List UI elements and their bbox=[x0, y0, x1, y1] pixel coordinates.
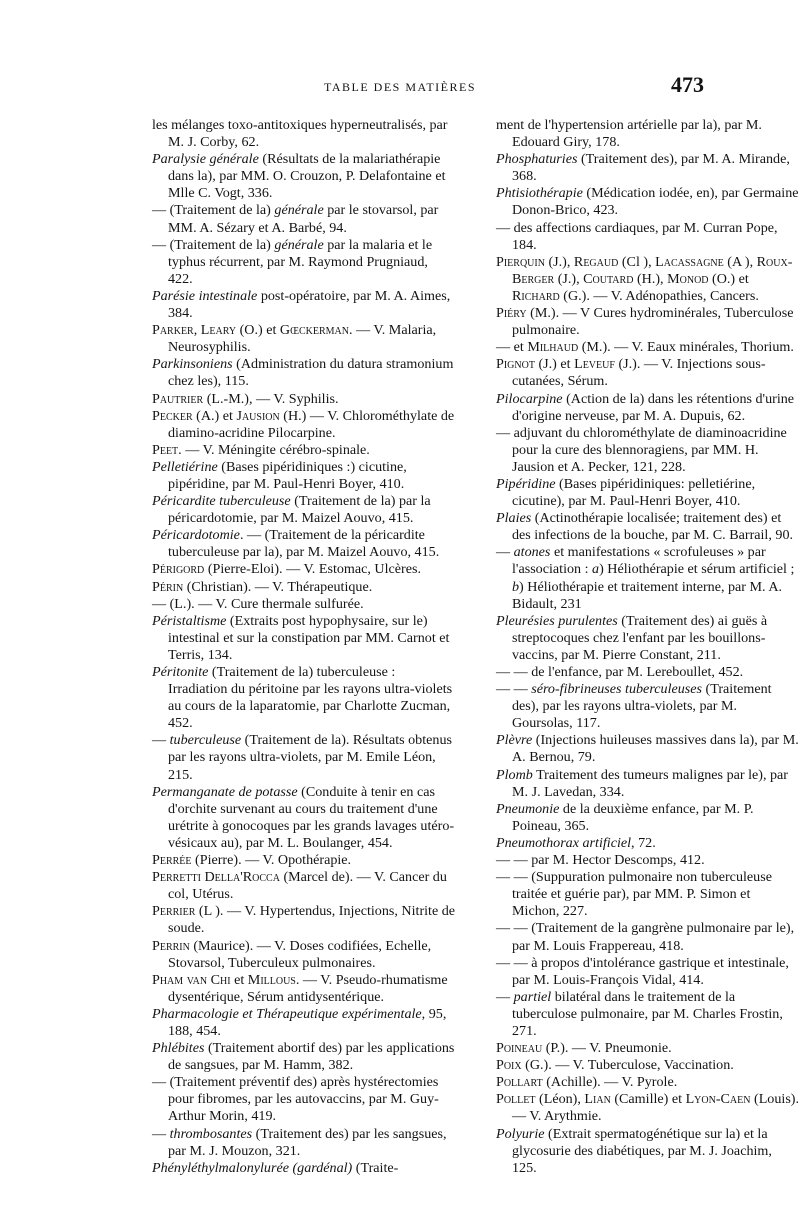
entry-italic-text: Plomb bbox=[496, 766, 533, 783]
index-entry bbox=[496, 613, 800, 664]
entry-italic-text: atones bbox=[513, 544, 551, 561]
entry-author-name: Gœckerman bbox=[279, 322, 349, 339]
entry-text: (Action de la) dans les rétentions d'urine d'origine nerveuse, par M. A. Dupuis, 62. bbox=[512, 390, 795, 424]
entry-italic-text: Pipéridine bbox=[496, 475, 556, 492]
index-entry bbox=[152, 613, 456, 664]
entry-text: (Traitement abortif des) par les applications de sangsues, par M. Hamm, 382. bbox=[168, 1040, 455, 1074]
entry-author-name: Pautrier bbox=[152, 390, 204, 407]
index-entry bbox=[152, 288, 456, 322]
index-entry bbox=[496, 989, 800, 1040]
entry-text: — des affections cardiaques, par M. Curran Pope, 184. bbox=[496, 219, 778, 253]
index-entry bbox=[152, 664, 456, 732]
entry-author-name: Poix bbox=[496, 1057, 522, 1074]
index-entry bbox=[496, 732, 800, 766]
entry-author-name: Piéry bbox=[496, 305, 527, 322]
index-entry bbox=[152, 459, 456, 493]
entry-text: — bbox=[496, 544, 514, 561]
entry-author-name: Pollart bbox=[496, 1074, 543, 1091]
entry-italic-text: Plaies bbox=[496, 510, 532, 527]
entry-author-name: Perrier bbox=[152, 903, 196, 920]
index-entry bbox=[152, 784, 456, 852]
index-entry bbox=[152, 938, 456, 972]
entry-author-name: Peet bbox=[152, 441, 179, 458]
entry-text: (Pierre-Eloi). — V. Estomac, Ulcères. bbox=[204, 561, 421, 578]
entry-text: — bbox=[152, 732, 170, 749]
entry-italic-text: Phlébites bbox=[152, 1040, 205, 1057]
index-entry bbox=[152, 527, 456, 561]
entry-text: Traitement des tumeurs malignes par le), par M. J. Lavedan, 334. bbox=[512, 766, 788, 800]
index-entry bbox=[496, 767, 800, 801]
entry-italic-text: Permanganate de potasse bbox=[152, 783, 298, 800]
index-entry bbox=[152, 579, 456, 596]
entry-text: ment de l'hypertension artérielle par la), par M. Edouard Giry, 178. bbox=[496, 117, 762, 151]
entry-author-name: Pham van Chi bbox=[152, 971, 231, 988]
index-entry bbox=[152, 322, 456, 356]
entry-italic-text: Pneumonie bbox=[496, 800, 560, 817]
index-entry bbox=[152, 1160, 456, 1177]
index-entry bbox=[496, 1057, 800, 1074]
index-entry bbox=[152, 732, 456, 783]
entry-italic-text: Polyurie bbox=[496, 1125, 545, 1142]
entry-text: (Traitement de la). Résultats obtenus par les rayons ultra-violets, par M. Emile Léon, 215. bbox=[168, 732, 452, 783]
entry-text: (Résultats de la malariathérapie dans la), par MM. O. Crouzon, P. Delafontaine et Mlle C. Vogt, 336. bbox=[168, 151, 446, 202]
index-entry bbox=[496, 510, 800, 544]
entry-italic-text: Pelletiérine bbox=[152, 458, 218, 475]
index-entry bbox=[496, 869, 800, 920]
index-entry bbox=[496, 391, 800, 425]
entry-text: et bbox=[230, 971, 248, 988]
index-entry bbox=[496, 1126, 800, 1177]
index-entry bbox=[152, 561, 456, 578]
entry-text: , 72. bbox=[631, 834, 656, 851]
entry-text: (Léon), bbox=[535, 1091, 585, 1108]
entry-italic-text: Péristaltisme bbox=[152, 612, 227, 629]
entry-text: (Traitement des) par les sangsues, par M. J. Mouzon, 321. bbox=[168, 1125, 447, 1159]
entry-author-name: Milhaud bbox=[527, 339, 579, 356]
entry-text: (Conduite à tenir en cas d'orchite survenant au cours du traitement d'une urétrite à gonocoques par les grands lavages utéro-vésicaux au), par M. L. Boulanger, 454. bbox=[168, 783, 455, 851]
entry-author-name: Poineau bbox=[496, 1040, 543, 1057]
entry-italic-text: Pneumothorax artificiel bbox=[496, 834, 632, 851]
entry-text: (Camille) et bbox=[610, 1091, 686, 1108]
entry-italic-text: a bbox=[592, 561, 600, 578]
entry-text: et manifestations « scrofuleuses » par l'association : bbox=[512, 544, 766, 578]
index-entry bbox=[496, 544, 800, 612]
index-entry bbox=[496, 425, 800, 476]
index-entry bbox=[496, 476, 800, 510]
entry-italic-text: Plèvre bbox=[496, 732, 533, 749]
index-entry bbox=[152, 442, 456, 459]
entry-author-name: Roux-Berger bbox=[512, 253, 793, 287]
entry-text: de la deuxième enfance, par M. P. Poineau, 365. bbox=[512, 800, 754, 834]
entry-text: ) Héliothérapie et traitement interne, par M. A. Bidault, 231 bbox=[512, 578, 783, 612]
page-number: 473 bbox=[671, 72, 704, 97]
entry-author-name: Leveuf bbox=[574, 356, 615, 373]
index-entry bbox=[496, 681, 800, 732]
entry-italic-text: Pilocarpine bbox=[496, 390, 563, 407]
entry-text: (J.) et bbox=[534, 356, 575, 373]
entry-italic-text: Phosphaturies bbox=[496, 151, 578, 168]
index-entry bbox=[496, 801, 800, 835]
entry-text: (Bases pipéridiniques: pelletiérine, cicutine), par M. Paul-Henri Boyer, 410. bbox=[512, 475, 756, 510]
entry-text: (H.) — V. Chlorométhylate de diamino-acridine Pilocarpine. bbox=[168, 407, 455, 441]
entry-text: (G.). — V. Tuberculose, Vaccination. bbox=[521, 1057, 734, 1074]
entry-text: — (L.). — V. Cure thermale sulfurée. bbox=[152, 595, 364, 612]
entry-text: bilatéral dans le traitement de la tuberculose pulmonaire, par M. Charles Frostin, 271. bbox=[512, 988, 783, 1039]
entry-author-name: Monod bbox=[667, 270, 709, 287]
entry-text: (O.) et bbox=[708, 270, 749, 287]
index-entry bbox=[496, 305, 800, 339]
entry-italic-text: séro-fibrineuses tuberculeuses bbox=[531, 681, 703, 698]
entry-italic-text: générale bbox=[274, 202, 324, 219]
entry-text: (Christian). — V. Thérapeutique. bbox=[183, 578, 373, 595]
entry-author-name: Pierquin bbox=[496, 253, 545, 270]
entry-italic-text: Parkinsoniens bbox=[152, 356, 233, 373]
entry-author-name: Perrée bbox=[152, 852, 192, 869]
entry-author-name: Périgord bbox=[152, 561, 205, 578]
entry-author-name: Millous bbox=[247, 971, 296, 988]
index-entry bbox=[152, 493, 456, 527]
entry-text: (Traitement des), par M. A. Mirande, 368. bbox=[512, 151, 790, 185]
index-entry bbox=[152, 972, 456, 1006]
entry-text: les mélanges toxo-antitoxiques hyperneutralisés, par M. J. Corby, 62. bbox=[152, 117, 448, 151]
entry-text: (L ). — V. Hypertendus, Injections, Nitrite de soude. bbox=[168, 903, 456, 937]
entry-author-name: Lian bbox=[584, 1091, 611, 1108]
index-entry bbox=[496, 339, 800, 356]
index-entry bbox=[496, 955, 800, 989]
index-entry bbox=[496, 1074, 800, 1091]
entry-text: (Traite- bbox=[352, 1159, 399, 1176]
entry-text: (Extraits post hypophysaire, sur le) intestinal et sur la constipation par MM. Carnot et Terris, 134. bbox=[168, 612, 450, 663]
index-entry bbox=[152, 852, 456, 869]
entry-text: — bbox=[496, 988, 514, 1005]
entry-author-name: Jausion bbox=[236, 407, 280, 424]
entry-text: (Achille). — V. Pyrole. bbox=[542, 1074, 678, 1091]
entry-text: (P.). — V. Pneumonie. bbox=[542, 1040, 672, 1057]
index-entry bbox=[152, 391, 456, 408]
index-entry bbox=[152, 1126, 456, 1160]
entry-italic-text: tuberculeuse bbox=[169, 732, 242, 749]
index-entry bbox=[152, 117, 456, 151]
entry-text: — — bbox=[496, 681, 532, 698]
entry-text: — bbox=[152, 1125, 170, 1142]
entry-text: . — V. Malaria, Neurosyphilis. bbox=[168, 322, 437, 356]
entry-text: — (Traitement de la) bbox=[152, 236, 275, 253]
entry-text: (Extrait spermatogénétique sur la) et la glycosurie des diabétiques, par M. J. Joachim, 125. bbox=[512, 1125, 772, 1176]
entry-text: — — par M. Hector Descomps, 412. bbox=[496, 852, 705, 869]
index-entry bbox=[496, 254, 800, 305]
entry-text: (A.) et bbox=[192, 407, 237, 424]
entry-text: (A ), bbox=[723, 253, 757, 270]
entry-text: (L.-M.), — V. Syphilis. bbox=[203, 390, 339, 407]
entry-text: (M.). — V. Eaux minérales, Thorium. bbox=[578, 339, 794, 356]
entry-text: (J.), bbox=[544, 253, 574, 270]
entry-italic-text: Péritonite bbox=[152, 664, 209, 680]
left-column bbox=[152, 117, 456, 1177]
entry-italic-text: Pharmacologie et Thérapeutique expérimentale bbox=[152, 1005, 422, 1022]
entry-text: — — à propos d'intolérance gastrique et intestinale, par M. Louis-François Vidal, 414. bbox=[496, 954, 789, 988]
entry-italic-text: Parésie intestinale bbox=[152, 287, 258, 304]
entry-text: (J.), bbox=[554, 270, 584, 287]
entry-text: (Bases pipéridiniques :) cicutine, pipéridine, par M. Paul-Henri Boyer, 410. bbox=[168, 458, 407, 492]
entry-text: (Médication iodée, en), par Germaine Donon-Brico, 423. bbox=[512, 185, 799, 219]
entry-italic-text: b bbox=[512, 578, 520, 595]
entry-text: (Maurice). — V. Doses codifiées, Echelle, Stovarsol, Tuberculeux pulmonaires. bbox=[168, 937, 432, 971]
entry-author-name: Coutard bbox=[583, 270, 634, 287]
entry-author-name: Richard bbox=[512, 287, 560, 304]
entry-author-name: Lacassagne bbox=[655, 253, 724, 270]
entry-italic-text: Phtisiothérapie bbox=[496, 185, 583, 202]
entry-text: (M.). — V Cures hydrominérales, Tuberculose pulmonaire. bbox=[512, 305, 794, 339]
entry-text: post-opératoire, par M. A. Aimes, 384. bbox=[168, 287, 451, 322]
entry-author-name: Perrin bbox=[152, 937, 190, 954]
index-entry bbox=[152, 1040, 456, 1074]
entry-text: (Traitement des), par les rayons ultra-violets, par M. Goursolas, 117. bbox=[512, 681, 772, 732]
index-entry bbox=[496, 117, 800, 151]
right-column bbox=[496, 117, 800, 1177]
entry-text: — et bbox=[496, 339, 528, 356]
entry-text: (Actinothérapie localisée; traitement des) et des infections de la bouche, par M. C. Barrail, 90. bbox=[512, 510, 794, 544]
entry-text: (Marcel de). — V. Cancer du col, Utérus. bbox=[168, 869, 447, 903]
entry-text: — adjuvant du chlorométhylate de diaminoacridine pour la cure des blennoragiens, par MM. H. Jausion et A. Pecker, 121, 228. bbox=[496, 424, 787, 475]
running-head: TABLE DES MATIÈRES bbox=[323, 80, 477, 94]
index-entry bbox=[496, 1091, 800, 1125]
entry-text: . — V. Méningite cérébro-spinale. bbox=[178, 441, 370, 458]
entry-author-name: Regaud bbox=[573, 253, 619, 270]
index-entry bbox=[152, 237, 456, 288]
entry-author-name: Pollet bbox=[496, 1091, 536, 1108]
index-entry bbox=[496, 852, 800, 869]
entry-text: (Traitement des) ai guës à streptocoques chez l'enfant par les bouillons-vaccins, par M. Pierre Constant, 211. bbox=[512, 612, 768, 663]
index-entry bbox=[152, 202, 456, 236]
index-entry bbox=[496, 356, 800, 390]
entry-text: par la malaria et le typhus récurrent, par M. Raymond Prugniaud, 422. bbox=[168, 236, 433, 287]
entry-italic-text: Péricardite tuberculeuse bbox=[152, 493, 291, 510]
index-entry bbox=[152, 596, 456, 613]
entry-text: — (Traitement préventif des) après hystérectomies pour fibromes, par les autovaccins, par M. Guy-Arthur Morin, 419. bbox=[152, 1074, 439, 1125]
entry-text: (O.) et bbox=[236, 322, 280, 339]
entry-author-name: Périn bbox=[152, 578, 184, 595]
entry-author-name: Parker, Leary bbox=[152, 322, 237, 339]
entry-author-name: Perretti Della'Rocca bbox=[152, 869, 280, 886]
entry-text: (Pierre). — V. Opothérapie. bbox=[191, 852, 352, 869]
entry-text: , 95, 188, 454. bbox=[168, 1005, 447, 1039]
entry-text: (J.). — V. Injections sous-cutanées, Sérum. bbox=[512, 356, 766, 390]
index-entry bbox=[152, 408, 456, 442]
entry-text: (Louis). — V. Arythmie. bbox=[512, 1091, 800, 1125]
entry-text: (Administration du datura stramonium chez les), 115. bbox=[168, 356, 454, 390]
entry-text: par le stovarsol, par MM. A. Sézary et A. Barbé, 94. bbox=[168, 202, 439, 236]
entry-text: — — de l'enfance, par M. Lereboullet, 452. bbox=[496, 664, 744, 680]
entry-text: (Traitement de la) par la péricardotomie, par M. Maizel Aouvo, 415. bbox=[168, 493, 431, 527]
entry-text: ) Héliothérapie et sérum artificiel ; bbox=[599, 561, 795, 578]
entry-text: (Traitement de la) tuberculeuse : Irradiation du péritoine par les rayons ultra-violets au cours de la laparatomie, par Charlotte Zucman, 452. bbox=[168, 664, 453, 732]
index-entry bbox=[152, 151, 456, 202]
entry-text: — (Traitement de la) bbox=[152, 202, 275, 219]
entry-italic-text: Paralysie générale bbox=[152, 151, 259, 168]
entry-text: . — V. Pseudo-rhumatisme dysentérique, Sérum antidysentérique. bbox=[168, 971, 448, 1005]
index-entry bbox=[152, 1074, 456, 1125]
index-entry bbox=[496, 151, 800, 185]
entry-italic-text: Pleurésies purulentes bbox=[496, 612, 618, 629]
entry-text: (H.), bbox=[633, 270, 668, 287]
index-entry bbox=[496, 664, 800, 681]
entry-text: — — (Suppuration pulmonaire non tuberculeuse traitée et guérie par), par MM. P. Simon et Michon, 227. bbox=[496, 869, 772, 920]
entry-italic-text: partiel bbox=[513, 988, 552, 1005]
entry-italic-text: thrombosantes bbox=[169, 1125, 253, 1142]
index-entry bbox=[152, 903, 456, 937]
entry-italic-text: Péricardotomie bbox=[152, 527, 240, 544]
entry-text: — — (Traitement de la gangrène pulmonaire par le), par M. Louis Frappereau, 418. bbox=[496, 920, 795, 954]
index-entry bbox=[496, 220, 800, 254]
index-entry bbox=[152, 869, 456, 903]
index-entry bbox=[496, 920, 800, 954]
entry-text: (Cl ), bbox=[618, 253, 656, 270]
entry-author-name: Pignot bbox=[496, 356, 535, 373]
entry-italic-text: Phényléthylmalonylurée (gardénal) bbox=[152, 1159, 353, 1176]
entry-text: (Injections huileuses massives dans la), par M. A. Bernou, 79. bbox=[512, 732, 799, 766]
entry-text: (G.). — V. Adénopathies, Cancers. bbox=[559, 287, 759, 304]
entry-author-name: Lyon-Caen bbox=[685, 1091, 751, 1108]
entry-author-name: Pecker bbox=[152, 407, 193, 424]
entry-text: . — (Traitement de la péricardite tuberculeuse par la), par M. Maizel Aouvo, 415. bbox=[168, 527, 440, 561]
index-entry bbox=[152, 1006, 456, 1040]
entry-italic-text: générale bbox=[274, 236, 324, 253]
index-entry bbox=[496, 185, 800, 219]
index-entry bbox=[152, 356, 456, 390]
index-entry bbox=[496, 835, 800, 852]
index-entry bbox=[496, 1040, 800, 1057]
